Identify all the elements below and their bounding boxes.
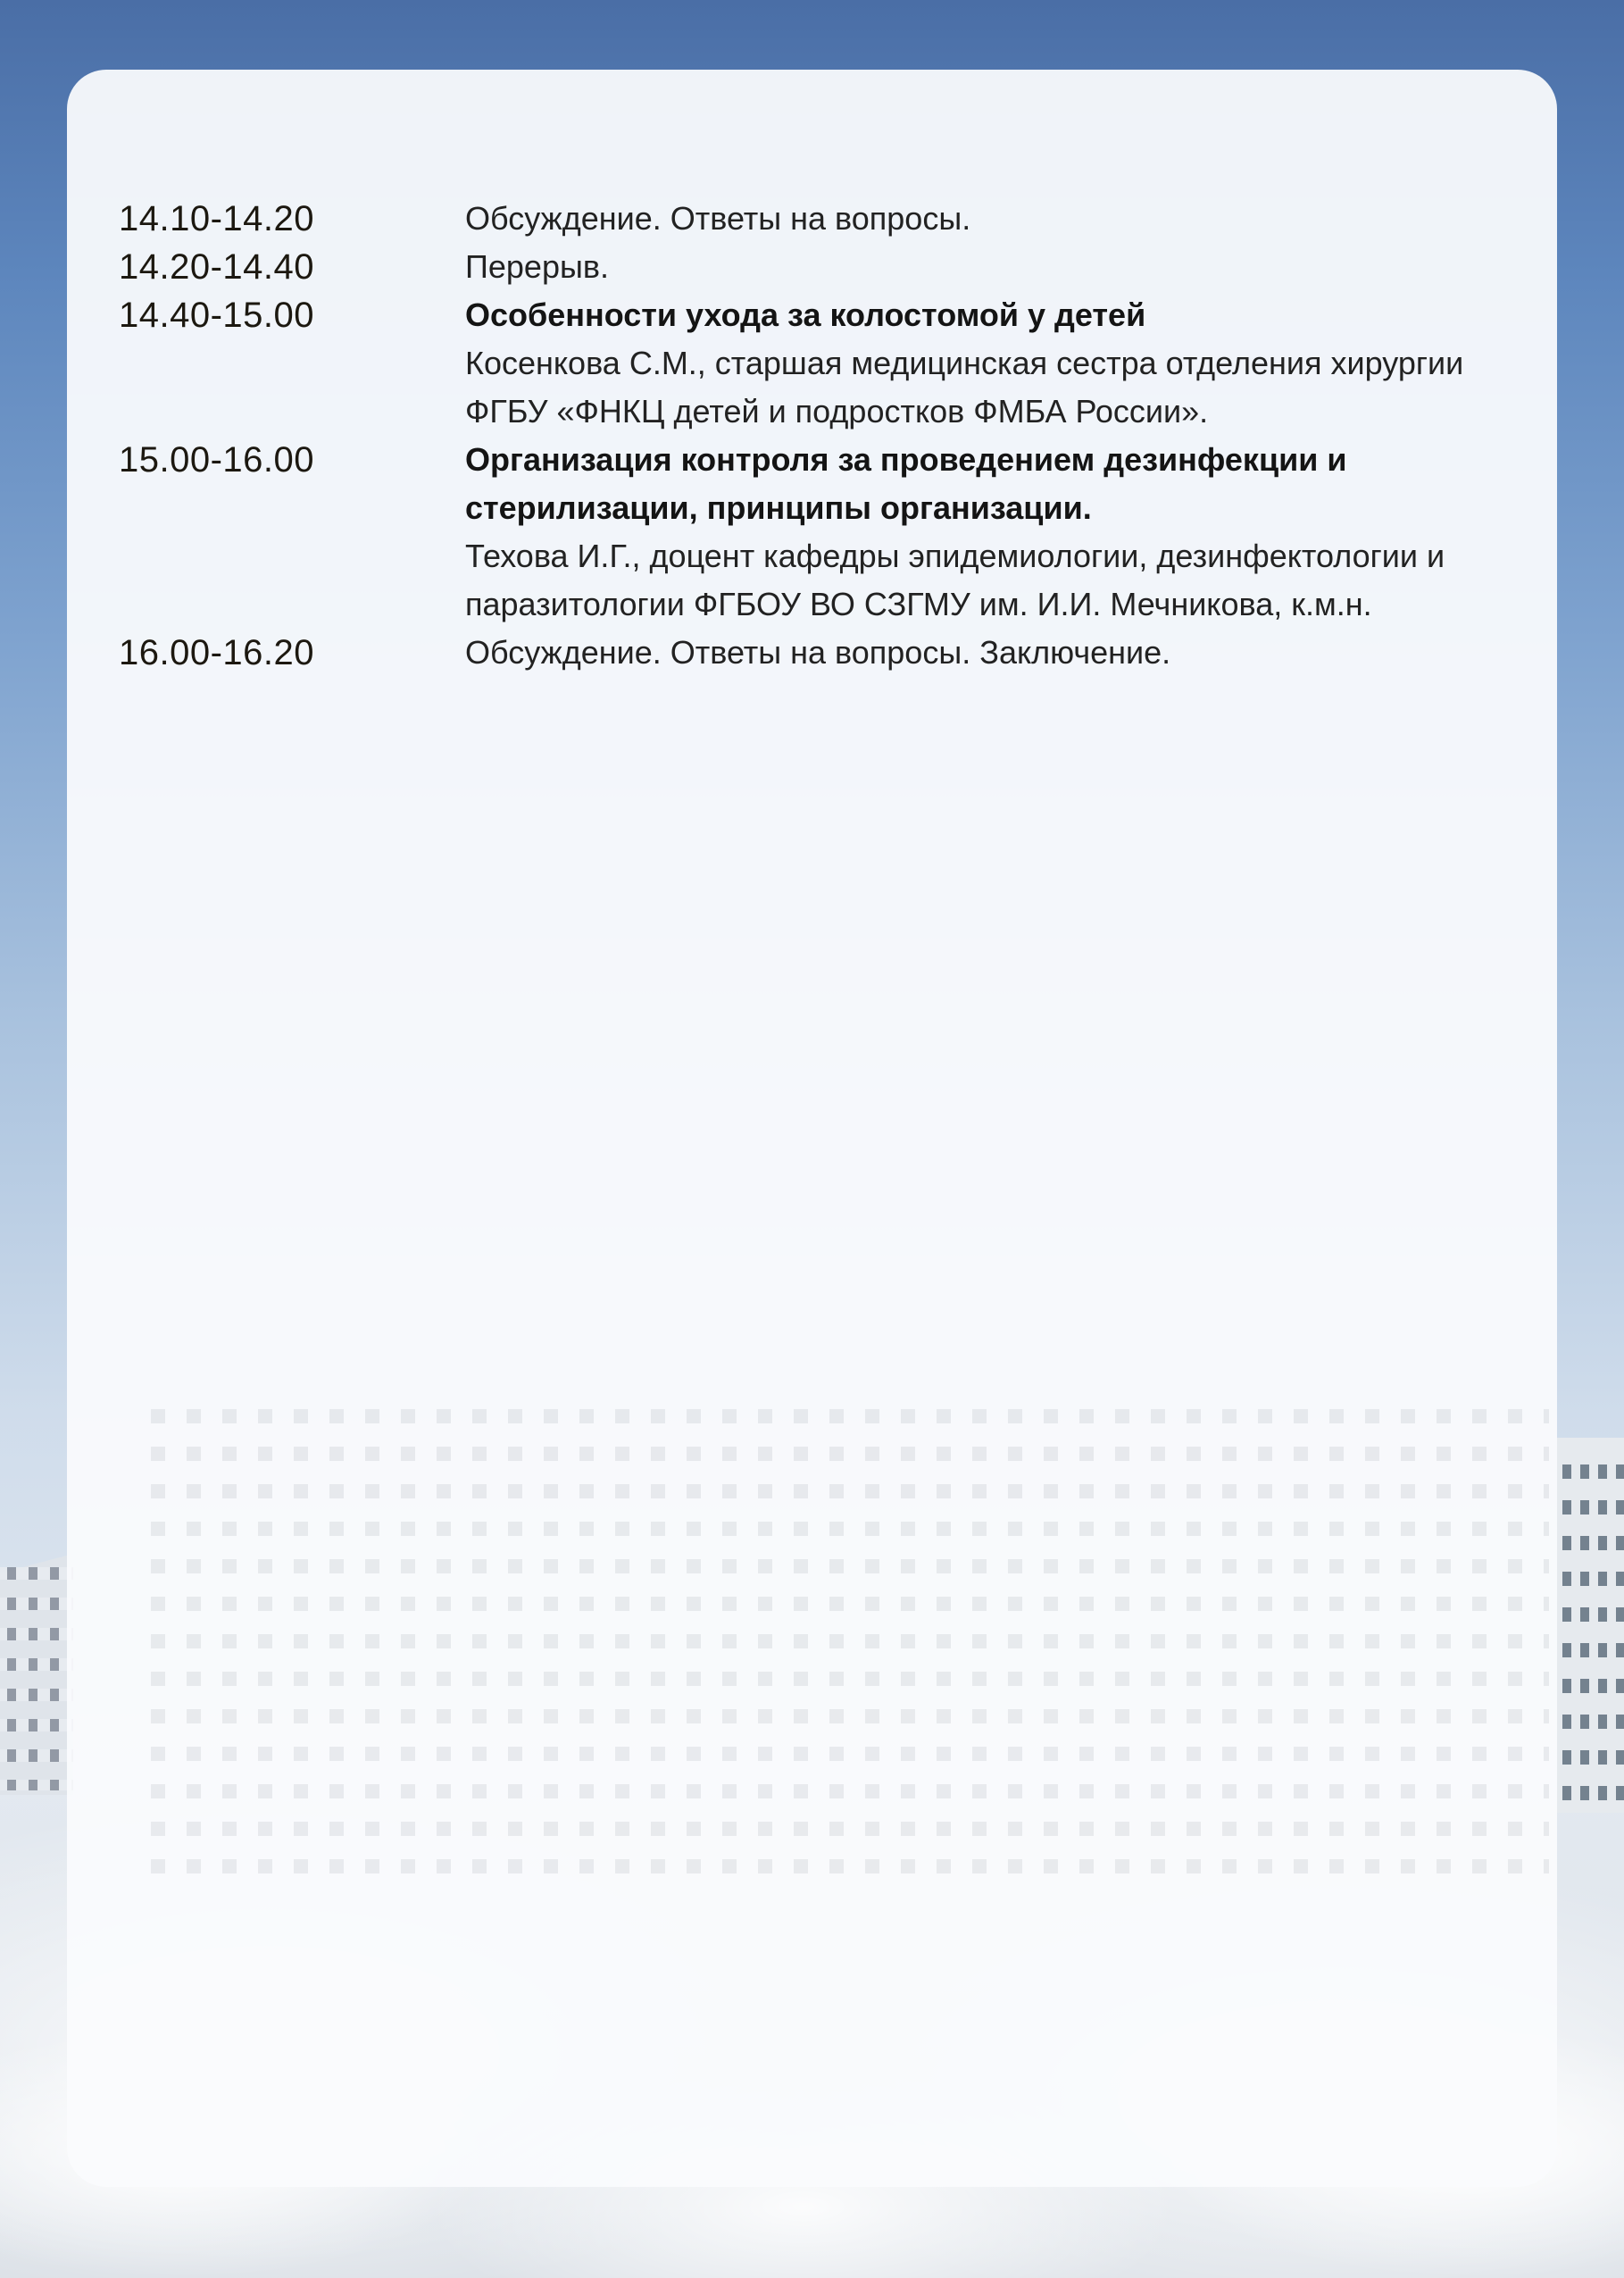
session-text: Перерыв. bbox=[465, 248, 609, 285]
session-time: 14.40-15.00 bbox=[119, 296, 315, 335]
session-time: 14.10-14.20 bbox=[119, 199, 315, 238]
session-text: Обсуждение. Ответы на вопросы. Заключение. bbox=[465, 634, 1171, 671]
session-body bbox=[465, 629, 1529, 677]
session-time: 14.20-14.40 bbox=[119, 247, 315, 287]
session-body bbox=[465, 195, 1529, 243]
session-text: Обсуждение. Ответы на вопросы. bbox=[465, 200, 971, 237]
session-body bbox=[465, 291, 1529, 436]
session-title: Особенности ухода за колостомой у детей bbox=[465, 296, 1146, 333]
schedule-row bbox=[119, 436, 1529, 629]
background-building-left-windows bbox=[0, 1567, 73, 1790]
watermark-building bbox=[138, 1409, 1549, 1873]
schedule-list bbox=[119, 195, 1529, 677]
background-building-right-windows bbox=[1557, 1464, 1624, 1804]
schedule-row bbox=[119, 195, 1529, 243]
schedule-row bbox=[119, 243, 1529, 291]
session-time: 16.00-16.20 bbox=[119, 633, 315, 672]
program-card bbox=[67, 70, 1557, 2187]
session-time: 15.00-16.00 bbox=[119, 440, 315, 480]
session-speaker: Косенкова С.М., старшая медицинская сестра отделения хирургии ФГБУ «ФНКЦ детей и подростков ФМБА России». bbox=[465, 345, 1464, 430]
session-speaker: Техова И.Г., доцент кафедры эпидемиологии, дезинфектологии и паразитологии ФГБОУ ВО СЗГМУ им. И.И. Мечникова, к.м.н. bbox=[465, 538, 1445, 622]
session-body bbox=[465, 243, 1529, 291]
session-body bbox=[465, 436, 1529, 629]
schedule-row bbox=[119, 291, 1529, 436]
session-title: Организация контроля за проведением дезинфекции и стерилизации, принципы организации. bbox=[465, 441, 1347, 526]
schedule-row bbox=[119, 629, 1529, 677]
